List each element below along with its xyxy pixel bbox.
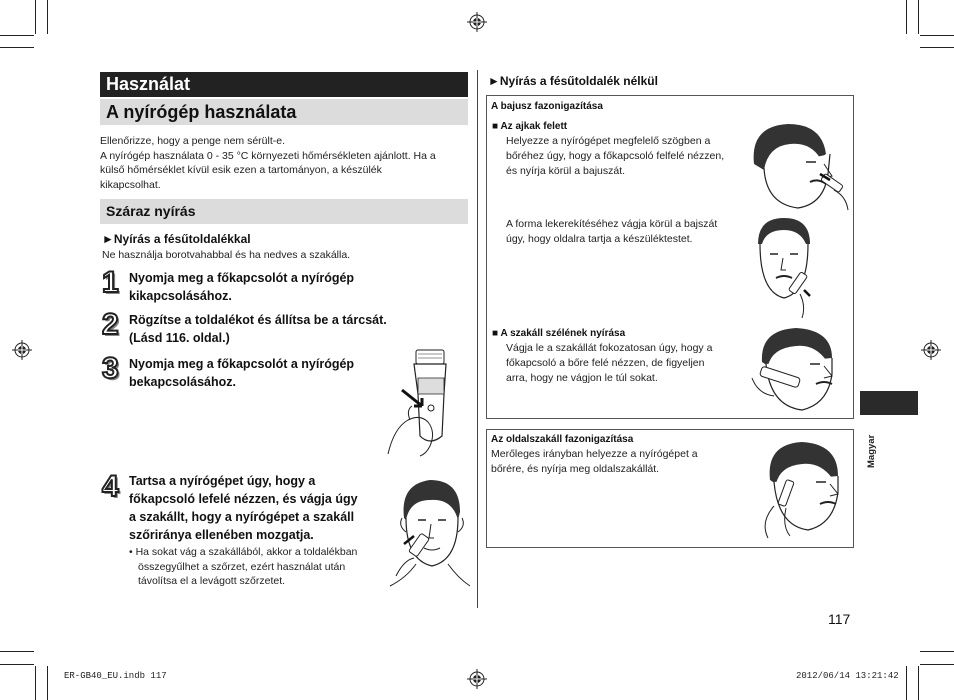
page-subtitle: A nyírógép használata	[100, 99, 468, 125]
man-face-illustration	[750, 118, 850, 212]
intro-line: kikapcsolhat.	[100, 178, 161, 191]
item-text	[506, 134, 746, 179]
step-line: kikapcsolásához.	[129, 289, 232, 303]
language-tab	[860, 391, 918, 415]
man-face-illustration	[756, 436, 848, 540]
crop-mark	[918, 666, 919, 700]
body-line: Helyezze a nyírógépet megfelelő szögben a	[506, 135, 711, 147]
page-title: Használat	[100, 72, 468, 97]
body-line: Merőleges irányban helyezze a nyírógépet a	[491, 448, 698, 460]
step-number: 1	[102, 266, 119, 299]
crop-mark	[0, 651, 34, 652]
box-title: A bajusz fazonigazítása	[491, 101, 603, 112]
man-face-illustration	[752, 214, 816, 318]
item-text	[506, 217, 746, 247]
section-heading: Száraz nyírás	[100, 199, 468, 224]
bullet-line: távolítsa el a levágott szőrzetet.	[138, 575, 286, 587]
registration-mark-icon	[467, 12, 487, 32]
crop-mark	[920, 35, 954, 36]
step4-bullet	[129, 545, 389, 589]
crop-mark	[47, 0, 48, 34]
column-divider	[477, 70, 478, 608]
with-comb-note: Ne használja borotvahabbal és ha nedves a szakálla.	[102, 249, 351, 261]
crop-mark	[920, 651, 954, 652]
body-line: és nyírja körül a bajuszát.	[506, 165, 626, 177]
step-number: 2	[102, 308, 119, 341]
bullet-line: összegyűlhet a szőrzet, ezért használat után	[138, 560, 346, 573]
step-line: szőriránya ellenében mozgatja.	[129, 528, 314, 542]
step-line: bekapcsolásához.	[129, 375, 236, 389]
body-line: arra, hogy ne vágjon le túl sokat.	[506, 372, 658, 384]
step-number: 4	[102, 470, 119, 503]
crop-mark	[920, 47, 954, 48]
intro-line: Ellenőrizze, hogy a penge nem sérült-e.	[100, 135, 286, 147]
step-text	[129, 311, 449, 347]
item-heading: ■ A szakáll szélének nyírása	[492, 328, 626, 339]
crop-mark	[0, 47, 34, 48]
crop-mark	[0, 664, 34, 665]
step-line: Nyomja meg a főkapcsolót a nyírógép	[129, 271, 355, 285]
body-line: úgy, hogy oldalra tartja a készüléktestet.	[506, 233, 693, 245]
crop-mark	[35, 0, 36, 34]
footer-file: ER-GB40_EU.indb 117	[64, 671, 167, 681]
item-text	[506, 341, 746, 386]
body-line: bőréhez úgy, hogy a főkapcsoló felfelé nézzen,	[506, 150, 725, 162]
intro-line: külső hőmérséklet kívül esik ezen a tartományon, a készülék	[100, 164, 382, 176]
intro-line: A nyírógép használata 0 - 35 °C környezeti hőmérsékleten ajánlott. Ha a	[100, 149, 436, 162]
step-line: Nyomja meg a főkapcsolót a nyírógép	[129, 357, 355, 371]
step-line: Rögzítse a toldalékot és állítsa be a tárcsát.	[129, 313, 387, 327]
registration-mark-icon	[921, 340, 941, 360]
step-line: (Lásd 116. oldal.)	[129, 331, 230, 345]
hair-clipper-illustration	[380, 348, 470, 458]
footer-datetime: 2012/06/14 13:21:42	[796, 671, 899, 681]
intro-text	[100, 134, 466, 192]
page-number: 117	[828, 611, 851, 627]
registration-mark-icon	[12, 340, 32, 360]
crop-mark	[906, 0, 907, 34]
crop-mark	[918, 0, 919, 34]
with-comb-heading: ►Nyírás a fésűtoldalékkal	[102, 232, 251, 246]
crop-mark	[47, 666, 48, 700]
man-face-illustration	[386, 470, 472, 588]
registration-mark-icon	[467, 669, 487, 689]
man-face-illustration	[748, 322, 848, 414]
crop-mark	[0, 35, 34, 36]
body-line: főkapcsoló a bőre felé nézzen, de figyeljen	[506, 357, 705, 369]
item-text	[491, 447, 741, 477]
item-heading: ■ Az ajkak felett	[492, 121, 568, 132]
step-text	[129, 269, 429, 305]
step-text	[129, 355, 389, 391]
box-title: Az oldalszakáll fazonigazítása	[491, 434, 634, 445]
step-line: Tartsa a nyírógépet úgy, hogy a	[129, 474, 316, 488]
crop-mark	[920, 664, 954, 665]
body-line: A forma lekerekítéséhez vágja körül a bajszát	[506, 218, 718, 230]
body-line: bőrére, és nyírja meg oldalszakállát.	[491, 463, 660, 475]
step-line: a szakállt, hogy a nyírógépet a szakáll	[129, 510, 355, 524]
crop-mark	[906, 666, 907, 700]
step-line: főkapcsoló lefelé nézzen, és vágja úgy	[129, 492, 358, 506]
language-label: Magyar	[866, 434, 877, 468]
step-number: 3	[102, 352, 119, 385]
bullet-line: • Ha sokat vág a szakállából, akkor a toldalékban	[129, 546, 358, 558]
body-line: Vágja le a szakállát fokozatosan úgy, hogy a	[506, 342, 713, 354]
step-text	[129, 472, 389, 544]
without-comb-heading: ►Nyírás a fésűtoldalék nélkül	[488, 74, 658, 88]
crop-mark	[35, 666, 36, 700]
